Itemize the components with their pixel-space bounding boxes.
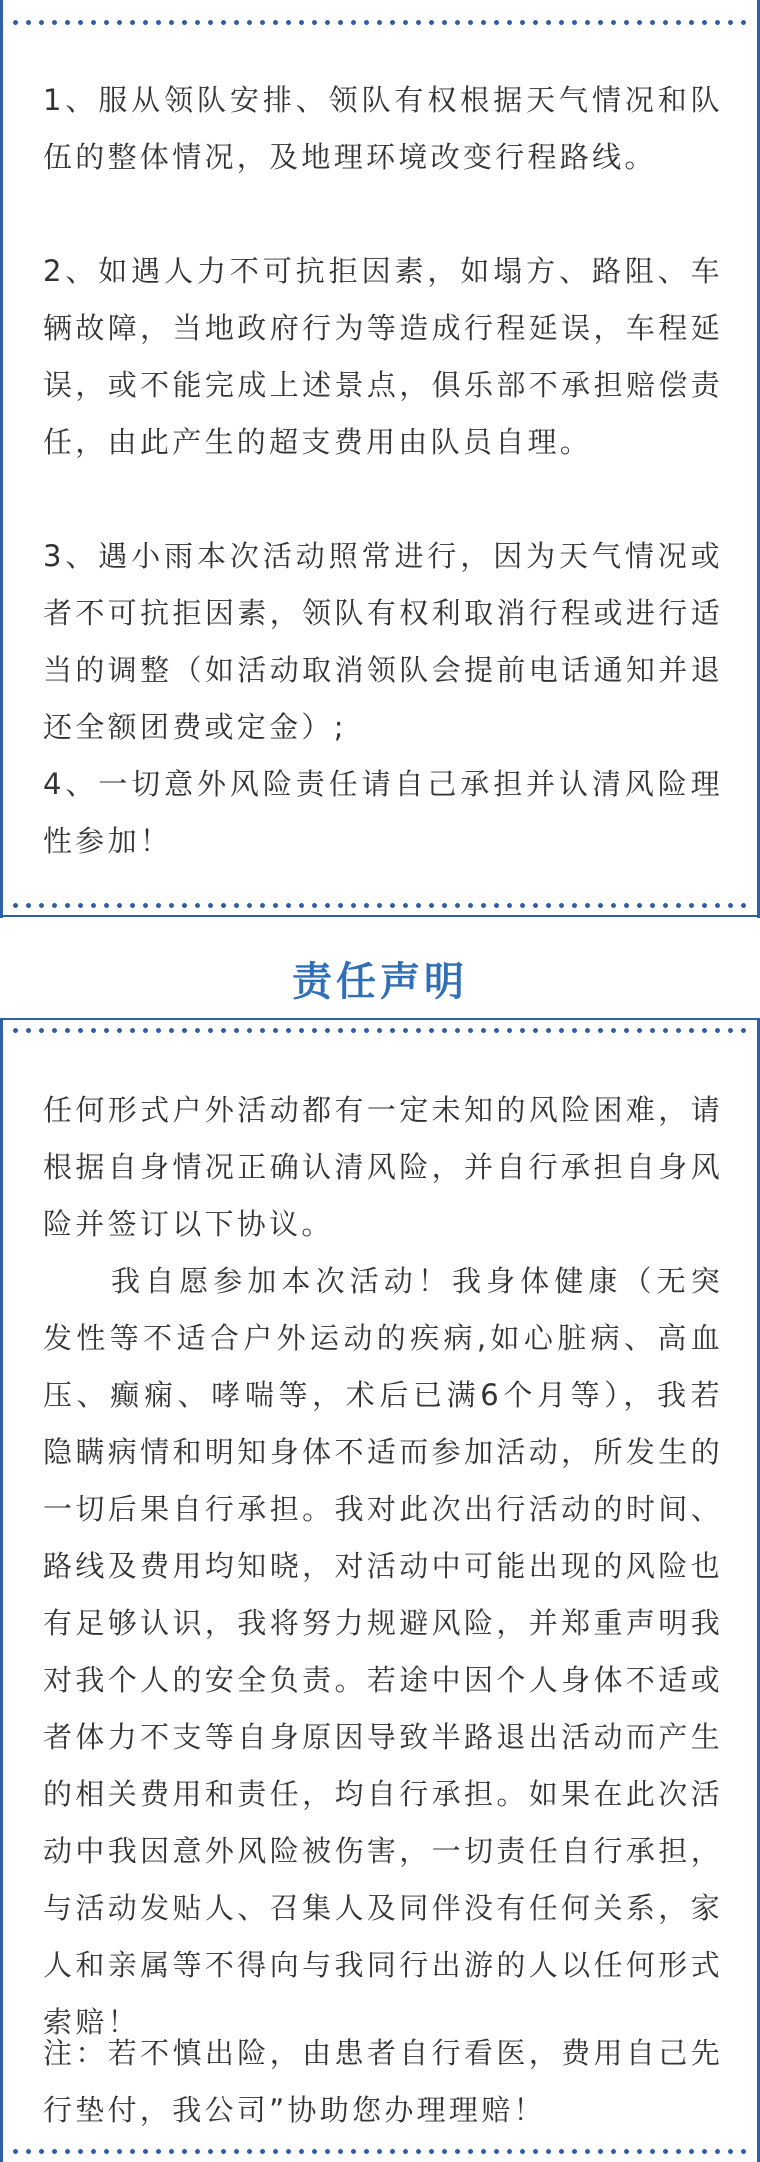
disclaimer-body: 我自愿参加本次活动！我身体健康（无突发性等不适合户外运动的疾病,如心脏病、高血压、癫痫、哮喘等，术后已满6个月等），我若隐瞒病情和明知身体不适而参加活动，所发生的一切后果自行承担。我对此次出行活动的时间、路线及费用均知晓，对活动中可能出现的风险也有足够认识，我将努力规避风险，并郑重声明我对我个人的安全负责。若途中因个人身体不适或者体力不支等自身原因导致半路退出活动而产生的相关费用和责任，均自行承担。如果在此次活动中我因意外风险被伤害，一切责任自行承担，与活动发贴人、召集人及同伴没有任何关系，家人和亲属等不得向与我同行出游的人以任何形式索赔！ — [43, 1264, 723, 2039]
disclaimer-box-top-line — [3, 1018, 757, 1020]
rules-box — [0, 0, 760, 918]
rule-item-2: 2、如遇人力不可抗拒因素，如塌方、路阻、车辆故障，当地政府行为等造成行程延误，车程延误，或不能完成上述景点，俱乐部不承担赔偿责任，由此产生的超支费用由队员自理。 — [43, 254, 723, 459]
disclaimer-note: 注：若不慎出险，由患者自行看医，费用自己先行垫付，我公司”协助您办理理赔！ — [43, 2036, 723, 2127]
rule-item-3: 3、遇小雨本次活动照常进行，因为天气情况或者不可抗拒因素，领队有权利取消行程或进行适当的调整（如活动取消领队会提前电话通知并退还全额团费或定金）; — [43, 539, 723, 744]
rule-item-1: 1、服从领队安排、领队有权根据天气情况和队伍的整体情况，及地理环境改变行程路线。 — [43, 83, 723, 174]
disclaimer-box-top-dots — [9, 1028, 751, 1033]
rules-box-bottom-dots — [9, 903, 751, 908]
disclaimer-box-bottom-dots — [9, 2149, 751, 2154]
disclaimer-intro: 任何形式户外活动都有一定未知的风险困难，请根据自身情况正确认清风险，并自行承担自身风险并签订以下协议。 — [43, 1093, 723, 1241]
rules-box-top-dots — [9, 20, 751, 25]
disclaimer-box — [0, 1018, 760, 2162]
rule-item-4: 4、一切意外风险责任请自己承担并认清风险理性参加！ — [43, 767, 723, 858]
disclaimer-title: 责任声明 — [292, 959, 468, 1005]
rules-box-bottom-line — [3, 915, 757, 917]
